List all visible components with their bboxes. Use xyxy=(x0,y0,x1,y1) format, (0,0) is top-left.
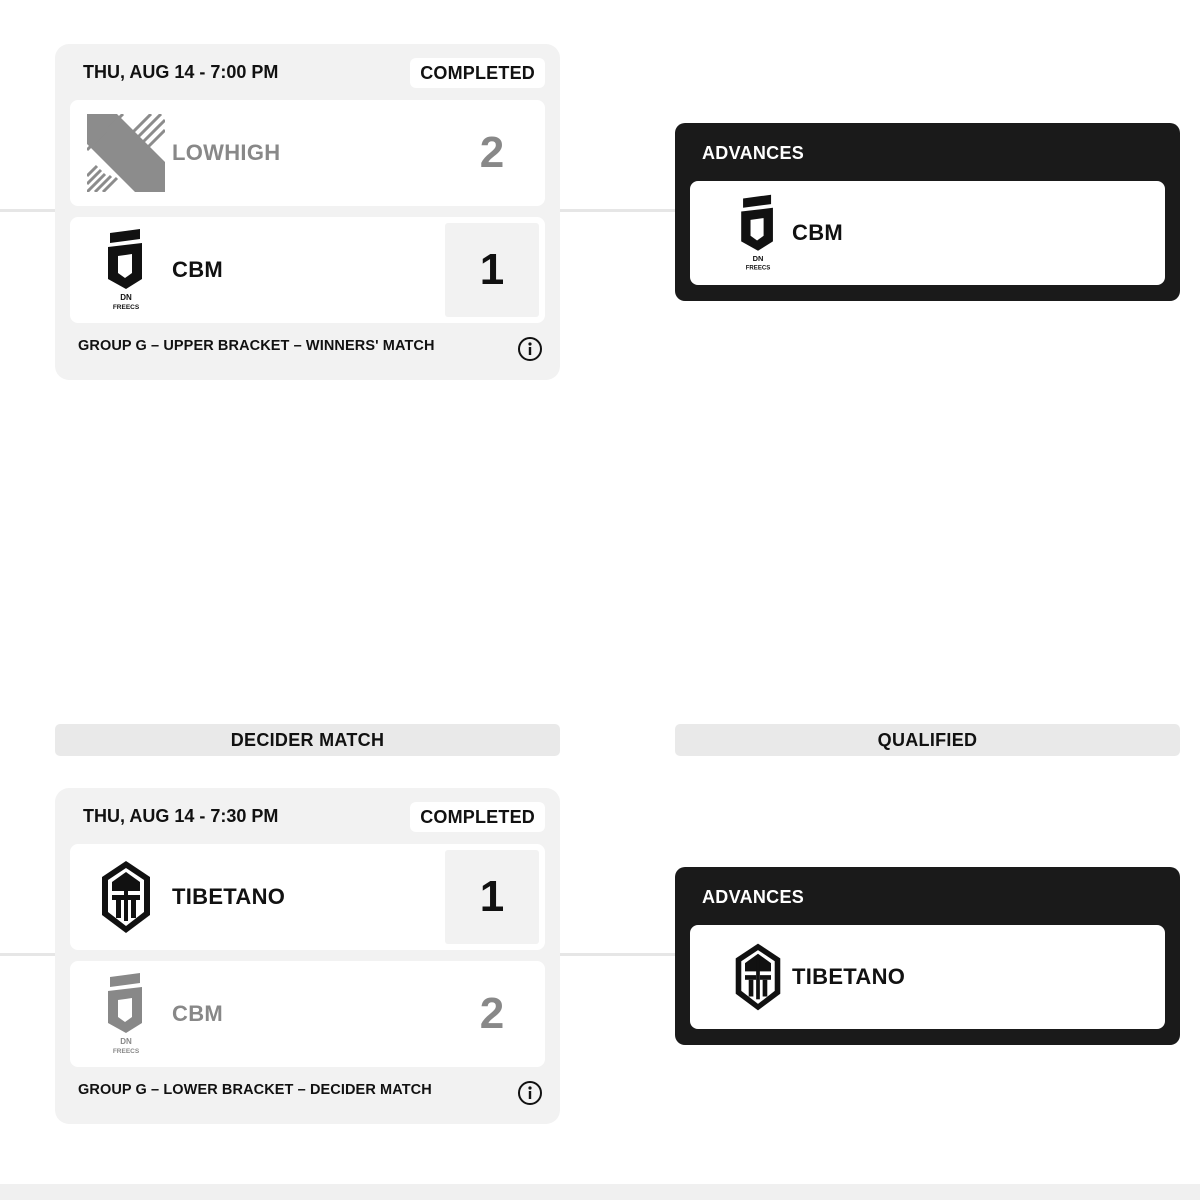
advance-label: ADVANCES xyxy=(702,143,805,163)
match-card-upper-winners[interactable] xyxy=(55,44,560,380)
dn-freecs-logo-icon xyxy=(86,973,166,1055)
advance-card-upper xyxy=(675,123,1180,301)
gladiator-helmet-logo-icon xyxy=(86,856,166,938)
team-name: TIBETANO xyxy=(172,884,286,909)
bottom-divider xyxy=(0,1184,1200,1200)
svg-text:DN: DN xyxy=(120,1037,132,1046)
advance-label: ADVANCES xyxy=(702,887,805,907)
match-card-decider[interactable] xyxy=(55,788,560,1124)
match-date: THU, AUG 14 - 7:00 PM xyxy=(83,62,279,82)
advance-team-cbm[interactable] xyxy=(690,181,1165,285)
advance-team-tibetano[interactable] xyxy=(690,925,1165,1029)
team-score: 2 xyxy=(479,989,505,1038)
team-row-tibetano[interactable] xyxy=(70,844,545,950)
advance-card-qualified xyxy=(675,867,1180,1045)
bracket-connector-mid-2 xyxy=(560,953,675,956)
advance-team-name: CBM xyxy=(792,220,844,245)
team-row-lowhigh[interactable] xyxy=(70,100,545,206)
team-name: CBM xyxy=(172,1001,224,1026)
bracket-connector-mid-1 xyxy=(560,209,675,212)
team-name: LOWHIGH xyxy=(172,140,281,165)
dn-freecs-logo-icon xyxy=(718,193,798,273)
match-status-badge: COMPLETED xyxy=(410,802,545,832)
svg-text:DN: DN xyxy=(120,293,132,302)
dn-freecs-logo-icon xyxy=(86,229,166,311)
team-row-cbm[interactable] xyxy=(70,961,545,1067)
gladiator-helmet-logo-icon xyxy=(718,937,798,1017)
stage-header-qualified: QUALIFIED xyxy=(675,724,1180,756)
team-score: 2 xyxy=(479,128,505,177)
bracket-connector-left-1 xyxy=(0,209,55,212)
advance-team-name: TIBETANO xyxy=(792,964,906,989)
info-icon[interactable] xyxy=(517,1080,543,1106)
svg-text:FREECS: FREECS xyxy=(745,265,771,272)
match-date: THU, AUG 14 - 7:30 PM xyxy=(83,806,279,826)
svg-text:FREECS: FREECS xyxy=(112,1048,140,1055)
team-row-cbm[interactable] xyxy=(70,217,545,323)
match-footer-label: GROUP G – LOWER BRACKET – DECIDER MATCH xyxy=(78,1082,432,1098)
stage-header-decider: DECIDER MATCH xyxy=(55,724,560,756)
info-icon[interactable] xyxy=(517,336,543,362)
svg-text:DN: DN xyxy=(752,254,764,263)
match-status-badge: COMPLETED xyxy=(410,58,545,88)
team-score: 1 xyxy=(445,223,539,317)
team-name: CBM xyxy=(172,257,224,282)
bracket-connector-left-2 xyxy=(0,953,55,956)
lowhigh-logo-icon xyxy=(86,112,166,194)
team-score: 1 xyxy=(445,850,539,944)
match-footer-label: GROUP G – UPPER BRACKET – WINNERS' MATCH xyxy=(78,338,435,354)
svg-text:FREECS: FREECS xyxy=(112,304,140,311)
